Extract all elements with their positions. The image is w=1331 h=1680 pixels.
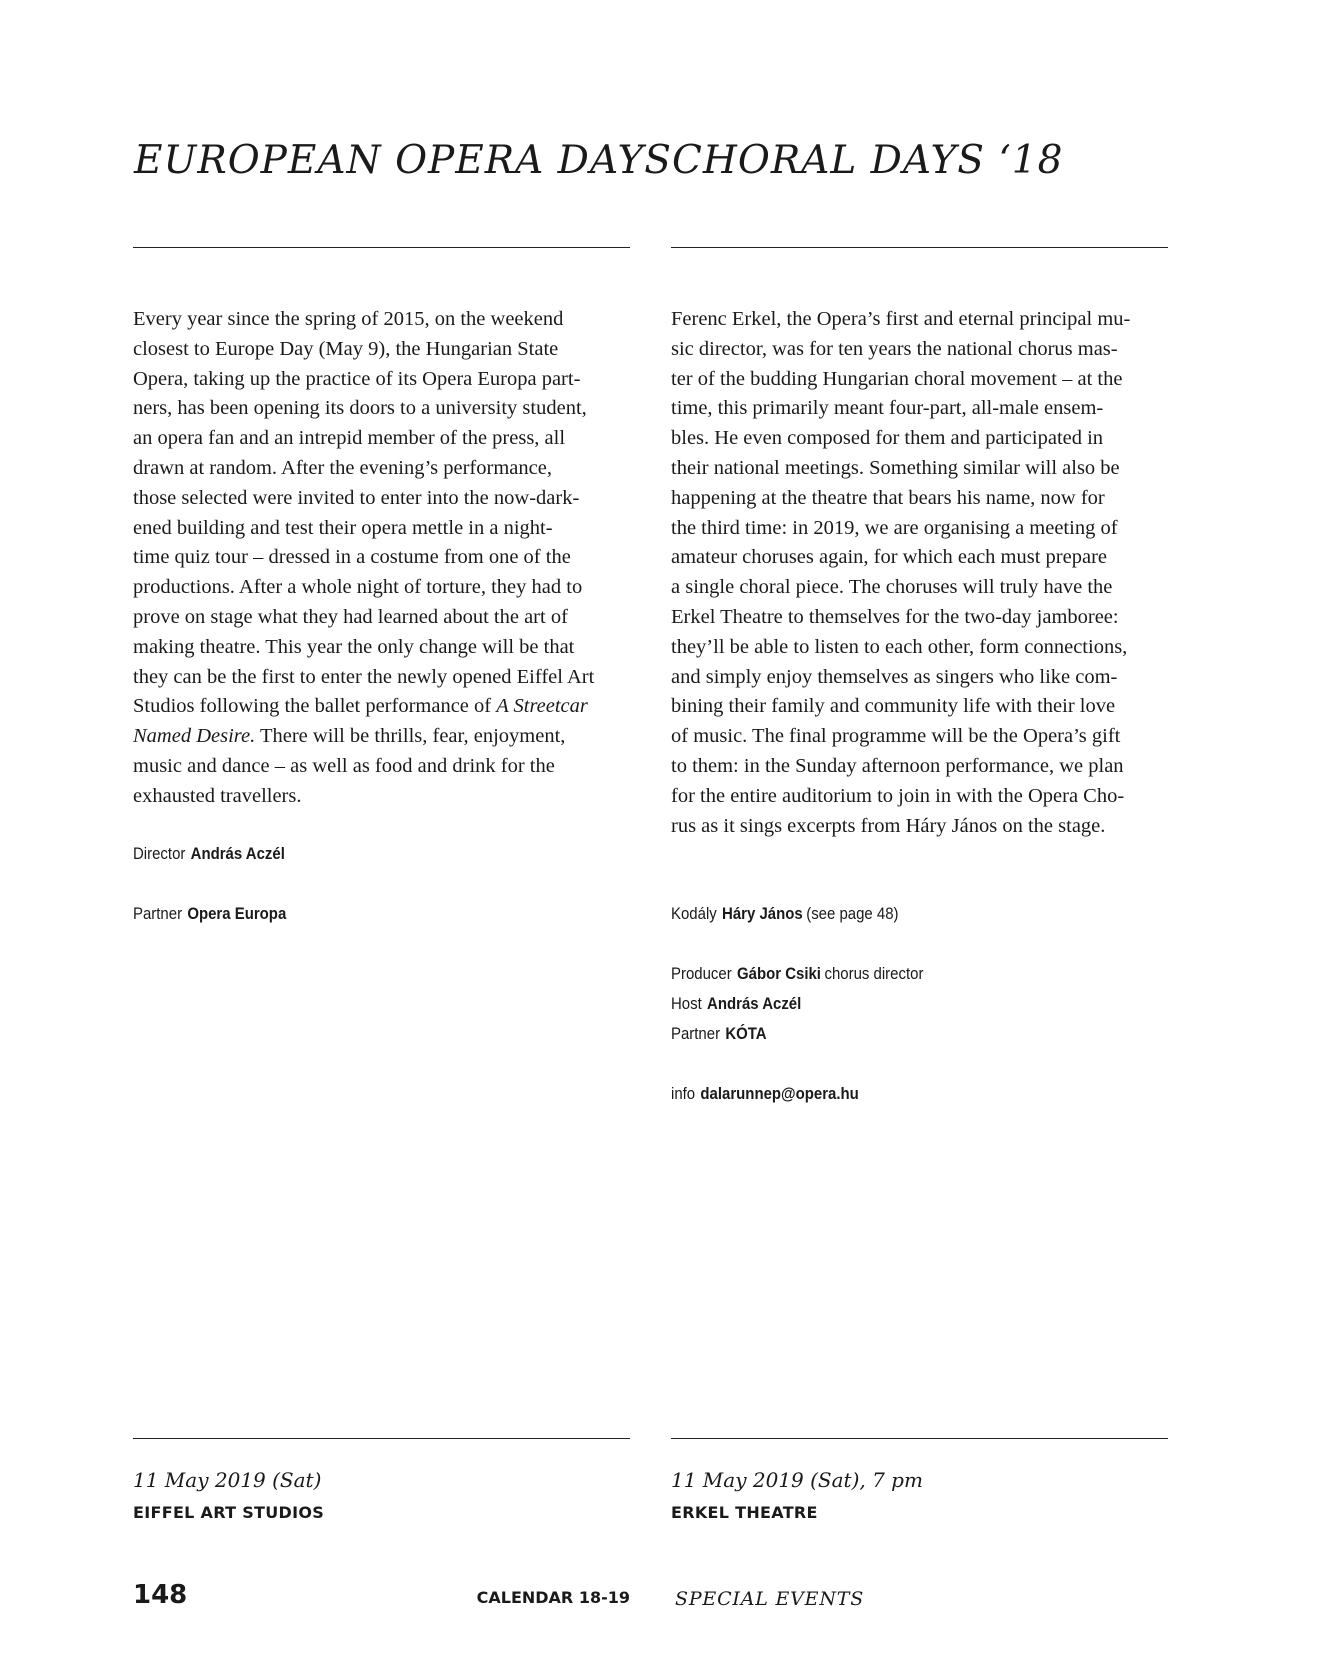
text-line: prove on stage what they had learned about the art of	[133, 605, 568, 628]
text-line: the third time: in 2019, we are organising a meeting of	[671, 516, 1118, 539]
text-line: productions. After a whole night of torture, they had to	[133, 576, 583, 599]
credit-host	[671, 989, 801, 1019]
credit-value: András Aczél	[190, 844, 285, 863]
text-line: exhausted travellers.	[133, 784, 302, 807]
event-date-left: 11 May 2019 (Sat)	[133, 1468, 322, 1492]
footer-calendar: CALENDAR 18-19	[476, 1588, 630, 1607]
text-line: of music. The final programme will be the Opera’s gift	[671, 725, 1121, 748]
credit-producer	[671, 959, 923, 989]
text-line: time, this primarily meant four-part, all-male ensem-	[671, 397, 1104, 420]
credit-value: Háry János	[722, 904, 803, 923]
footer-section: SPECIAL EVENTS	[675, 1588, 865, 1610]
section-title-choral-days: CHORAL DAYS ‘18	[672, 138, 1064, 183]
text-line: ened building and test their opera mettle in a night-	[133, 516, 553, 539]
body-text-choral-days	[671, 305, 1176, 841]
credit-label: Producer	[671, 964, 732, 983]
text-line: happening at the theatre that bears his name, now for	[671, 486, 1105, 509]
credit-label: Director	[133, 844, 186, 863]
text-line: making theatre. This year the only change will be that	[133, 635, 575, 658]
credit-value: András Aczél	[707, 994, 802, 1013]
text-line: Every year since the spring of 2015, on the weekend	[133, 308, 564, 330]
credit-label: info	[671, 1084, 696, 1103]
credit-partner-right	[671, 1019, 767, 1049]
text-line: Ferenc Erkel, the Opera’s first and eternal principal mu-	[671, 308, 1131, 330]
text-line: those selected were invited to enter into the now-dark-	[133, 486, 580, 509]
text-line: ter of the budding Hungarian choral movement – at the	[671, 367, 1123, 390]
body-text-european-opera-days	[133, 305, 638, 812]
text-line: and simply enjoy themselves as singers who like com-	[671, 665, 1118, 688]
text-line: bles. He even composed for them and participated in	[671, 427, 1104, 450]
text-line: a single choral piece. The choruses will truly have the	[671, 576, 1113, 599]
text-line: to them: in the Sunday afternoon performance, we plan	[671, 754, 1124, 777]
text-line: ners, has been opening its doors to a university student,	[133, 397, 587, 420]
credit-value: Gábor Csiki	[736, 964, 821, 983]
text-line: they’ll be able to listen to each other, form connections,	[671, 635, 1128, 658]
credit-partner	[133, 899, 286, 929]
credit-work	[671, 899, 899, 929]
info-email: dalarunnep@opera.hu	[700, 1084, 859, 1103]
credit-note: (see page 48)	[806, 904, 899, 923]
divider-bottom-left	[133, 1438, 630, 1439]
credit-value: KÓTA	[725, 1024, 767, 1043]
credit-label: Partner	[671, 1024, 721, 1043]
text-line	[133, 722, 638, 752]
credit-label: Partner	[133, 904, 183, 923]
text-line: closest to Europe Day (May 9), the Hungarian State	[133, 337, 559, 360]
credit-label: Kodály	[671, 904, 717, 923]
text-line: for the entire auditorium to join in with the Opera Cho-	[671, 784, 1125, 807]
event-venue-left: EIFFEL ART STUDIOS	[133, 1503, 325, 1522]
divider-top-left	[133, 247, 630, 248]
text-line: sic director, was for ten years the national chorus mas-	[671, 337, 1118, 360]
text-line: their national meetings. Something similar will also be	[671, 456, 1120, 479]
text-line: rus as it sings excerpts from Háry János on the stage.	[671, 814, 1106, 837]
credit-note: chorus director	[824, 964, 924, 983]
text-segment: There will be thrills, fear, enjoyment,	[255, 725, 566, 748]
divider-top-right	[671, 247, 1168, 248]
text-line: amateur choruses again, for which each must prepare	[671, 546, 1108, 569]
text-line: bining their family and community life with their love	[671, 695, 1116, 718]
work-title-italic: Named Desire.	[133, 725, 256, 748]
work-title-italic: A Streetcar	[496, 695, 588, 718]
section-title-european-opera-days: EUROPEAN OPERA DAYS	[134, 138, 672, 183]
credit-label: Host	[671, 994, 702, 1013]
text-line: an opera fan and an intrepid member of the press, all	[133, 427, 566, 450]
credit-value: Opera Europa	[187, 904, 287, 923]
text-line: time quiz tour – dressed in a costume from one of the	[133, 546, 571, 569]
page-number: 148	[133, 1580, 188, 1610]
text-segment: Studios following the ballet performance of	[133, 695, 497, 718]
text-line: music and dance – as well as food and drink for the	[133, 754, 555, 777]
text-line: Opera, taking up the practice of its Opera Europa part-	[133, 367, 581, 390]
text-line	[133, 692, 638, 722]
credit-info	[671, 1079, 859, 1109]
credit-director	[133, 839, 285, 869]
event-date-right: 11 May 2019 (Sat), 7 pm	[671, 1468, 923, 1492]
text-line: Erkel Theatre to themselves for the two-day jamboree:	[671, 605, 1119, 628]
event-venue-right: ERKEL THEATRE	[671, 1503, 818, 1522]
text-line: drawn at random. After the evening’s performance,	[133, 456, 552, 479]
text-line: they can be the first to enter the newly opened Eiffel Art	[133, 665, 595, 688]
divider-bottom-right	[671, 1438, 1168, 1439]
